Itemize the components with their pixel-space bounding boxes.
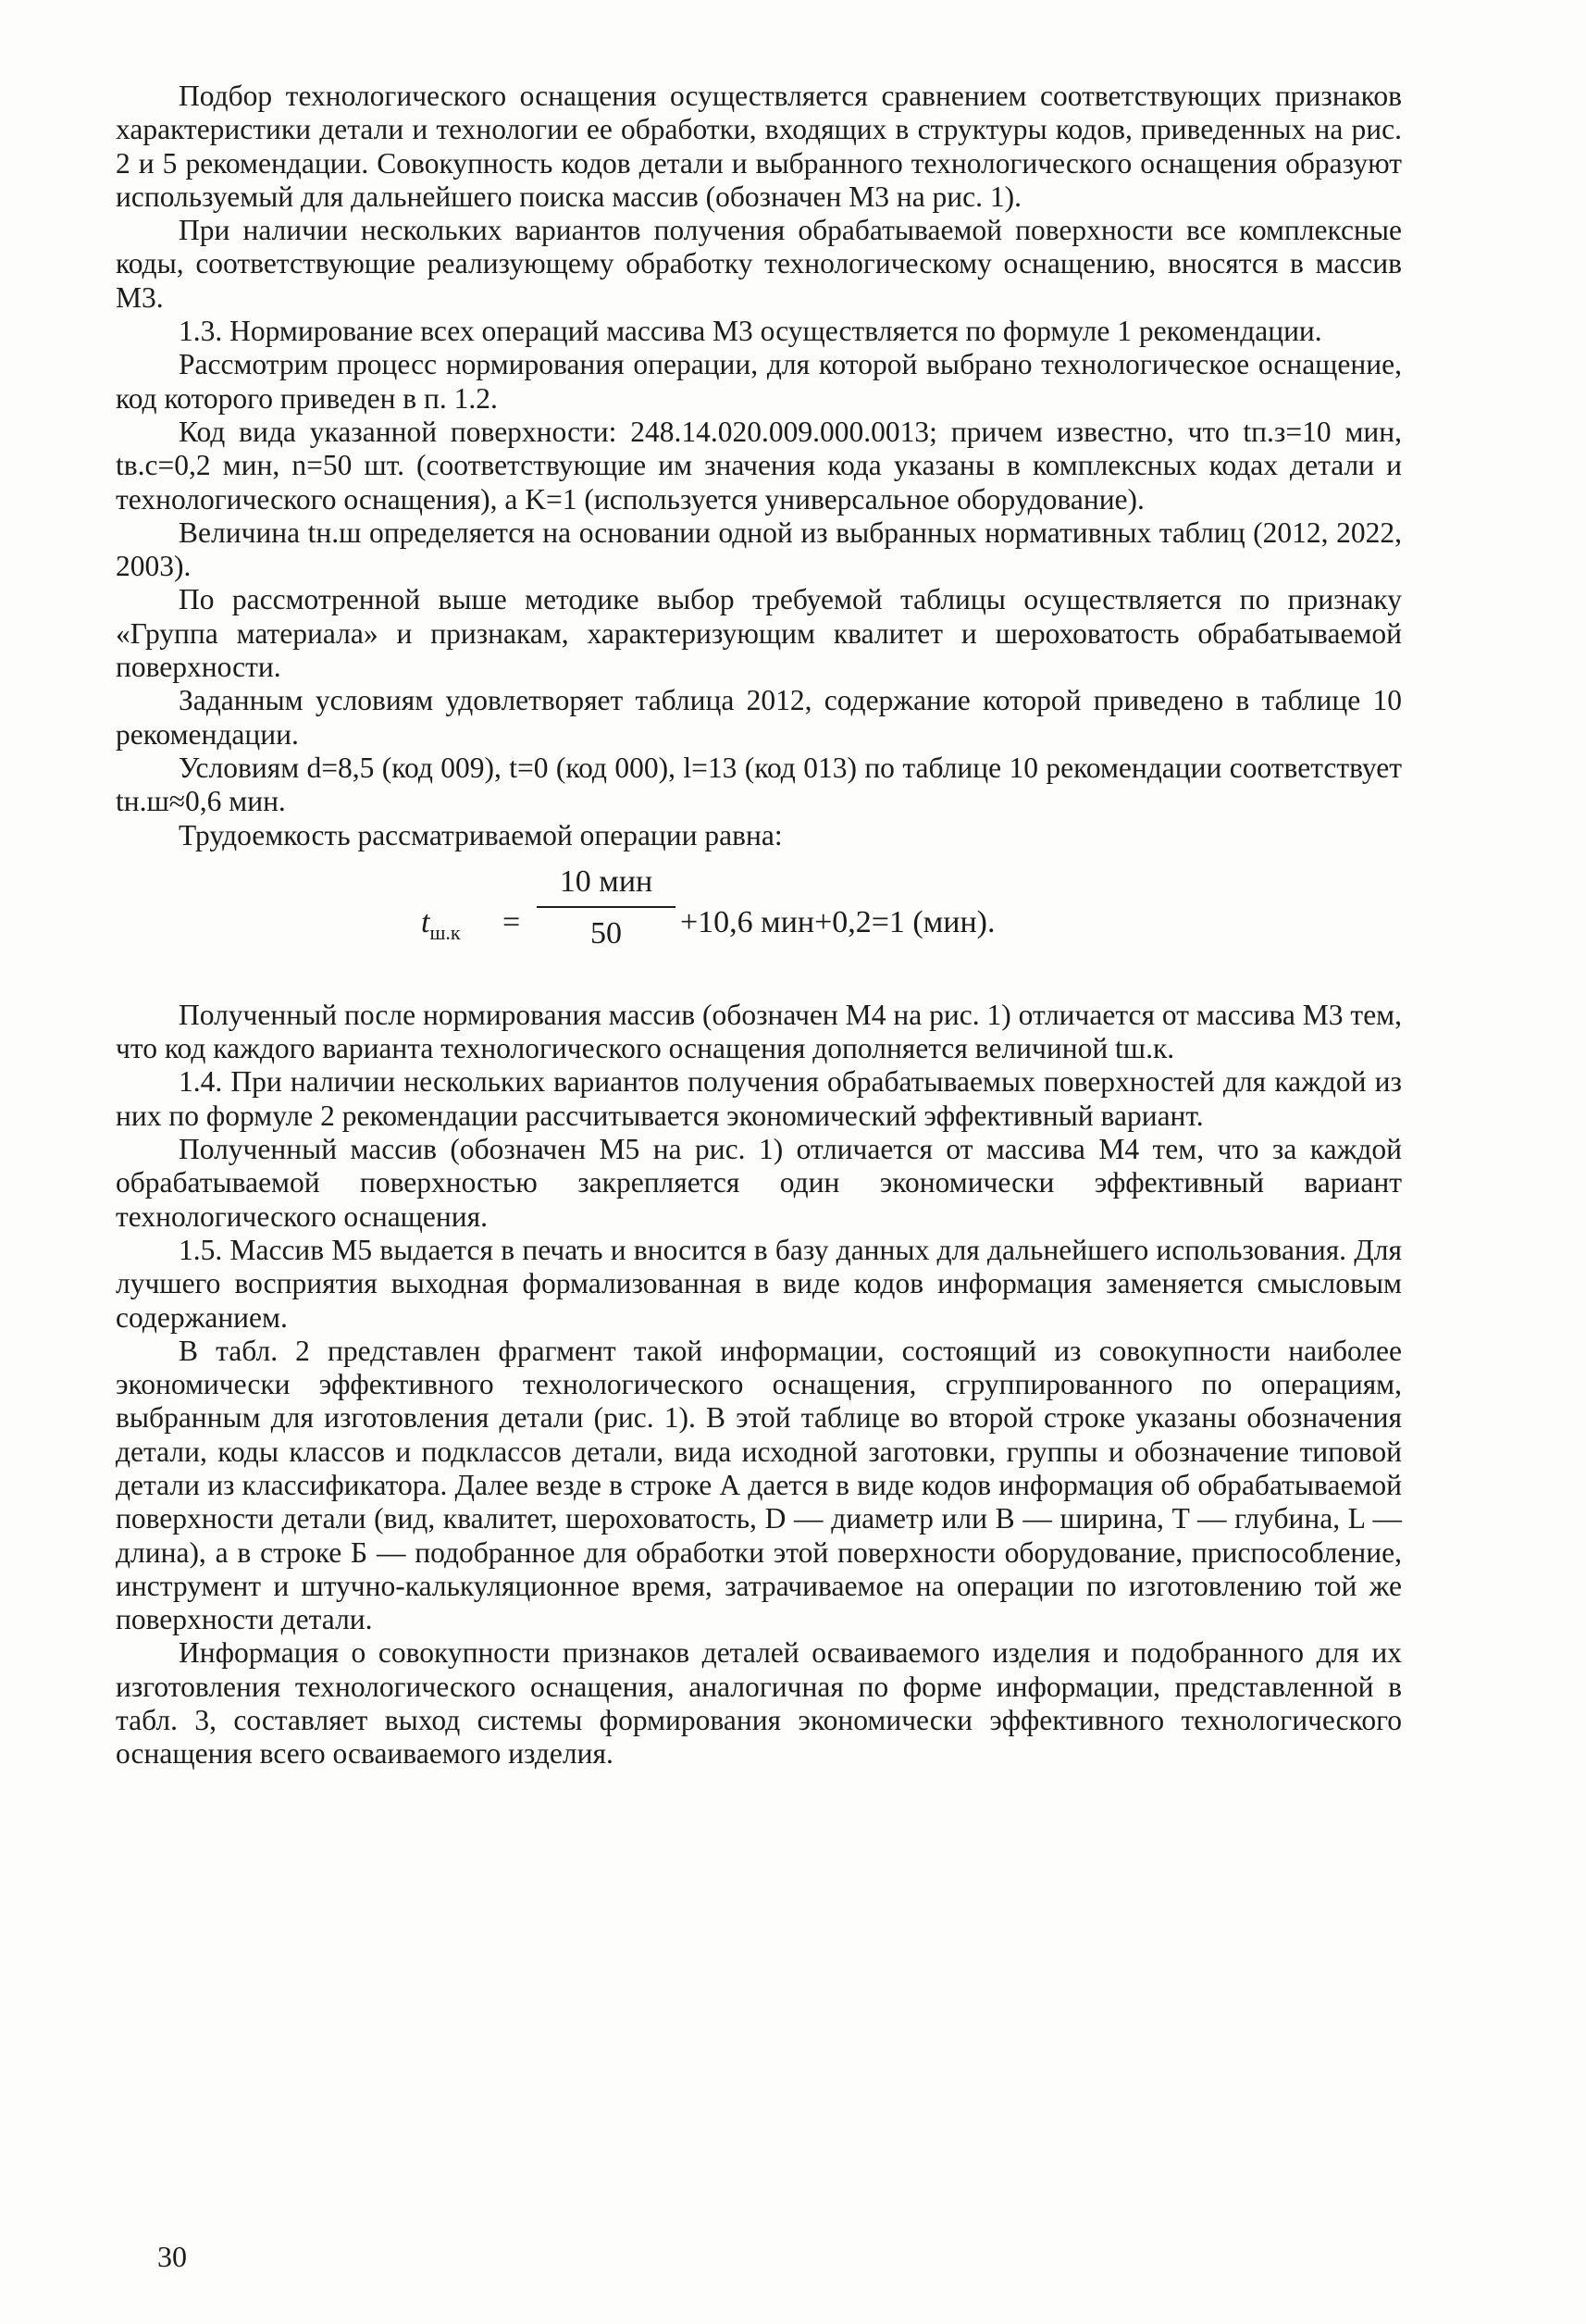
paragraph: 1.4. При наличии нескольких вариантов получения обрабатываемых поверхностей для каждой из них по формуле 2 рекомендации рассчитывается экономический эффективный вариант. <box>116 1065 1402 1132</box>
formula-equals: = <box>502 904 521 939</box>
paragraph: Трудоемкость рассматриваемой операции равна: <box>179 818 783 851</box>
formula-lhs <box>421 906 461 950</box>
paragraph: Информация о совокупности признаков деталей осваиваемого изделия и подобранного для их изготовления технологического оснащения, аналогичная по форме информации, представленной в табл. 3, составляет выход системы формирования экономически эффективного технологического оснащения всего осваиваемого изделия. <box>116 1636 1402 1771</box>
paragraph: Полученный массив (обозначен М5 на рис. 1) отличается от массива М4 тем, что за каждой обрабатываемой поверхностью закрепляется один экономически эффективный вариант технологического оснащения. <box>116 1133 1402 1233</box>
paragraph: 1.3. Нормирование всех операций массива М3 осуществляется по формуле 1 рекомендации. <box>179 315 1322 348</box>
page-body <box>116 80 1402 1771</box>
page-number: 30 <box>157 2240 187 2273</box>
paragraph: 1.5. Массив М5 выдается в печать и вносится в базу данных для дальнейшего использования. Для лучшего восприятия выходная формализованная в виде кодов информация заменяется смысловым содержанием. <box>116 1233 1402 1334</box>
paragraph: Рассмотрим процесс нормирования операции, для которой выбрано технологическое оснащение, код которого приведен в п. 1.2. <box>116 348 1402 415</box>
formula-denominator: 50 <box>590 916 622 951</box>
paragraph: Условиям d=8,5 (код 009), t=0 (код 000), l=13 (код 013) по таблице 10 рекомендации соответствует tн.ш≈0,6 мин. <box>116 751 1402 818</box>
paragraph: При наличии нескольких вариантов получения обрабатываемой поверхности все комплексные коды, соответствующие реализующему обработку технологическому оснащению, вносятся в массив М3. <box>116 214 1402 314</box>
paragraph: Величина tн.ш определяется на основании одной из выбранных нормативных таблиц (2012, 2022, 2003). <box>116 516 1402 583</box>
paragraph: Заданным условиям удовлетворяет таблица 2012, содержание которой приведено в таблице 10 рекомендации. <box>116 684 1402 751</box>
paragraph: Полученный после нормирования массив (обозначен М4 на рис. 1) отличается от массива М3 тем, что код каждого варианта технологического оснащения дополняется величиной tш.к. <box>116 998 1402 1065</box>
formula-lhs-var: t <box>421 904 430 939</box>
formula-rhs: +10,6 мин+0,2=1 (мин). <box>680 904 996 939</box>
labor-intensity-formula <box>116 852 1402 999</box>
paragraph: Код вида указанной поверхности: 248.14.020.009.000.0013; причем известно, что tп.з=10 мин, tв.с=0,2 мин, n=50 шт. (соответствующие им значения кода указаны в комплексных кодах детали и технологического оснащения), а K=1 (используется универсальное оборудование). <box>116 415 1402 516</box>
formula-numerator: 10 мин <box>537 865 675 908</box>
paragraph: В табл. 2 представлен фрагмент такой информации, состоящий из совокупности наиболее экономически эффективного технологического оснащения, сгруппированного по операциям, выбранным для изготовления детали (рис. 1). В этой таблице во второй строке указаны обозначения детали, коды классов и подклассов детали, вида исходной заготовки, группы и обозначение типовой детали из классификатора. Далее везде в строке А дается в виде кодов информация об обрабатываемой поверхности детали (вид, квалитет, шероховатость, D — диаметр или B — ширина, T — глубина, L — длина), а в строке Б — подобранное для обработки этой поверхности оборудование, приспособление, инструмент и штучно-калькуляционное время, затрачиваемое на операции по изготовлению той же поверхности детали. <box>116 1334 1402 1636</box>
paragraph: Подбор технологического оснащения осуществляется сравнением соответствующих признаков характеристики детали и технологии ее обработки, входящих в структуры кодов, приведенных на рис. 2 и 5 рекомендации. Совокупность кодов детали и выбранного технологического оснащения образуют используемый для дальнейшего поиска массив (обозначен М3 на рис. 1). <box>116 80 1402 213</box>
paragraph: По рассмотренной выше методике выбор требуемой таблицы осуществляется по признаку «Группа материала» и признакам, характеризующим квалитет и шероховатость обрабатываемой поверхности. <box>116 583 1402 684</box>
formula-fraction <box>537 865 675 951</box>
formula-lhs-sub: ш.к <box>429 920 461 944</box>
